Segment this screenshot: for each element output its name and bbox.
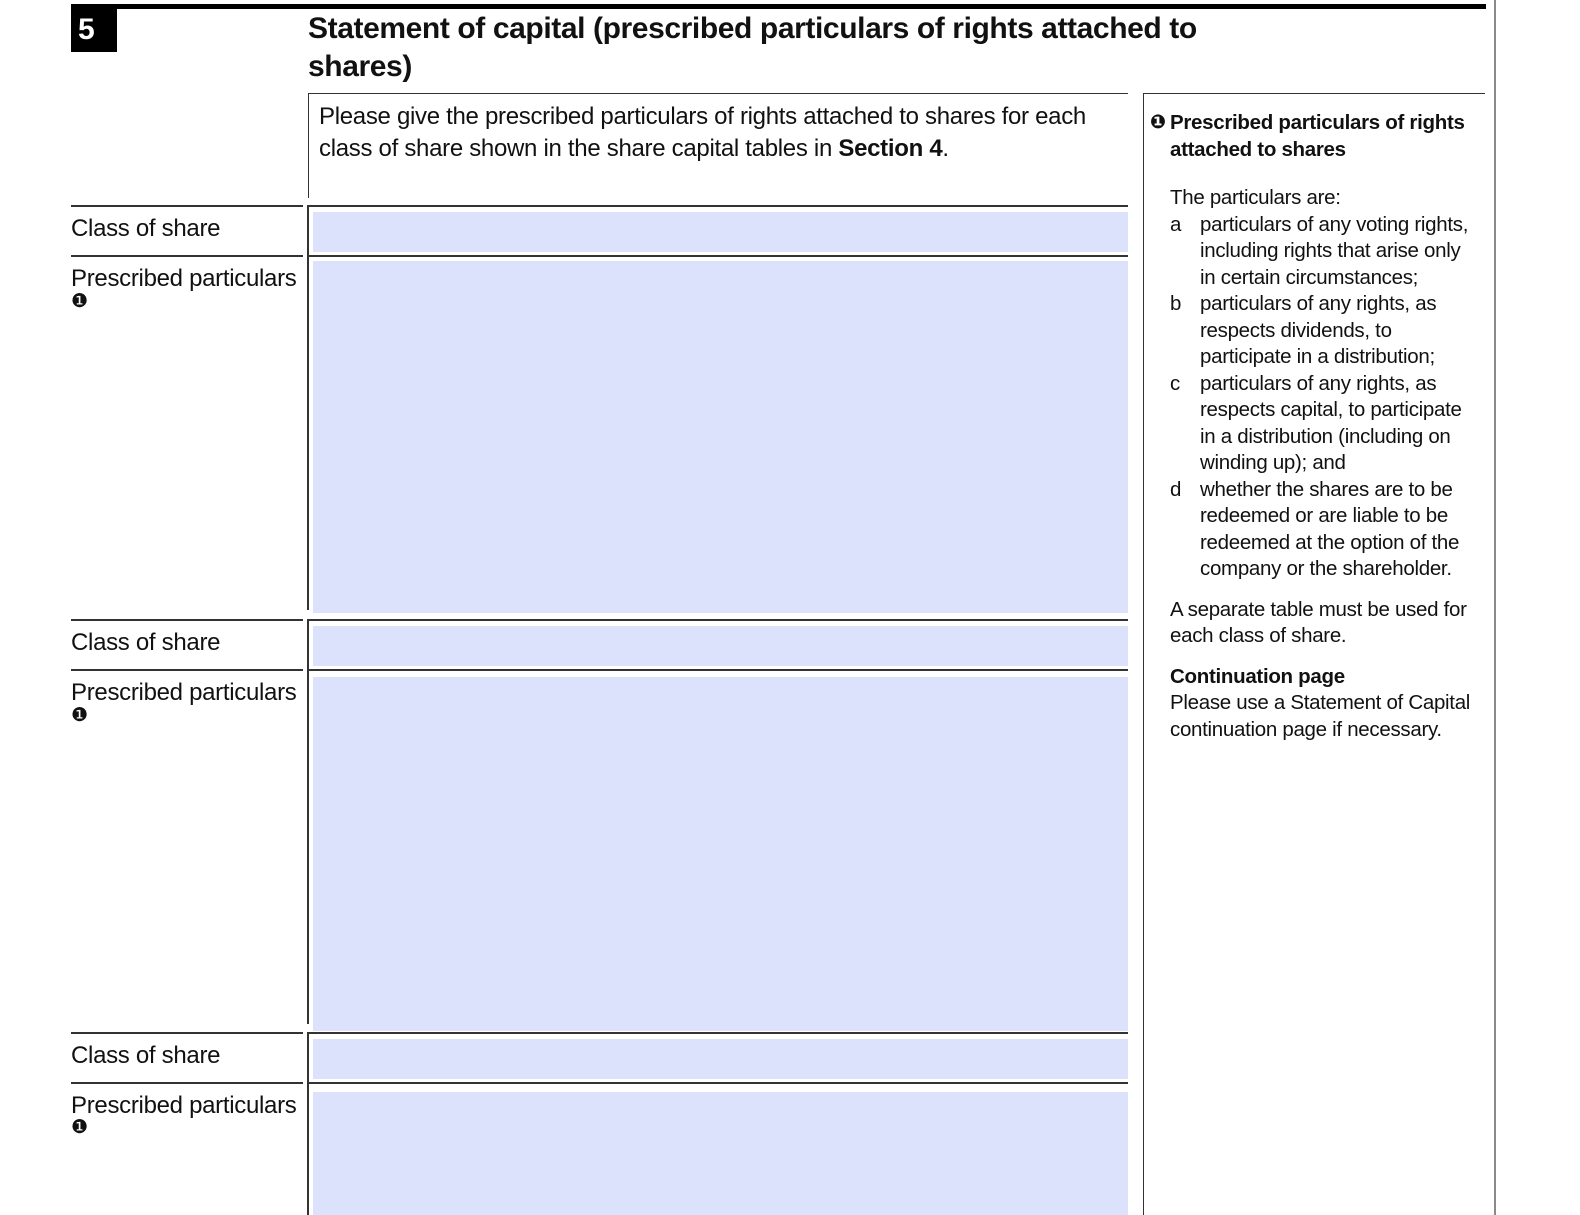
item-text: particulars of any rights, as respects capital, to participate in a distribution (including on winding up); and (1200, 371, 1462, 474)
field-left-rule (307, 669, 309, 1024)
field-rule (308, 205, 1128, 207)
prescribed-particulars-input[interactable] (313, 677, 1128, 1031)
note-1-icon: ❶ (71, 1117, 89, 1138)
note-1-icon: ❶ (71, 291, 89, 312)
section-title: Statement of capital (prescribed particulars of rights attached to shares) (308, 12, 1197, 83)
item-letter: c (1170, 371, 1180, 395)
class-of-share-label: Class of share (71, 1042, 221, 1069)
item-text: whether the shares are to be redeemed or are liable to be redeemed at the option of the company or the shareholder. (1200, 477, 1460, 580)
item-letter: d (1170, 477, 1182, 501)
section-top-rule (71, 4, 1486, 9)
prescribed-particulars-input[interactable] (313, 1092, 1128, 1215)
label-rule (71, 205, 303, 207)
field-rule (308, 1082, 1128, 1084)
particulars-item (1170, 291, 1479, 371)
field-rule (308, 669, 1128, 671)
field-rule (308, 1032, 1128, 1034)
guidance-panel (1143, 93, 1485, 1215)
particulars-lead: The particulars are: (1170, 186, 1341, 209)
prescribed-particulars-label: Prescribed particulars (71, 679, 297, 706)
class-of-share-input[interactable] (313, 212, 1128, 252)
guidance-heading-text: Prescribed particulars of rights attached to shares (1170, 111, 1465, 161)
field-left-rule (307, 1082, 309, 1215)
continuation-text: Please use a Statement of Capital continuation page if necessary. (1170, 691, 1471, 741)
field-left-rule (307, 205, 309, 257)
section-number: 5 (71, 8, 117, 52)
note-1-icon: ❶ (1150, 112, 1166, 133)
item-text: particulars of any voting rights, including rights that arise only in certain circumstances; (1200, 212, 1469, 289)
guidance-heading (1150, 110, 1479, 163)
note-1-icon: ❶ (71, 705, 89, 726)
intro-text: Please give the prescribed particulars of rights attached to shares for each class of share shown in the share capital tables in (319, 103, 1086, 162)
continuation-heading: Continuation page (1170, 664, 1345, 688)
field-left-rule (307, 255, 309, 610)
label-rule (71, 669, 303, 671)
field-left-rule (307, 1032, 309, 1084)
prescribed-particulars-label: Prescribed particulars (71, 1092, 297, 1119)
separate-table-note: A separate table must be used for each class of share. (1170, 597, 1467, 647)
field-rule (308, 619, 1128, 621)
field-left-rule (307, 619, 309, 671)
label-rule (71, 1082, 303, 1084)
prescribed-particulars-label: Prescribed particulars (71, 265, 297, 292)
label-rule (71, 619, 303, 621)
page-right-edge (1494, 0, 1496, 1215)
class-of-share-label: Class of share (71, 215, 221, 242)
prescribed-particulars-input[interactable] (313, 261, 1128, 613)
intro-section-ref: Section 4 (838, 135, 943, 162)
class-of-share-label: Class of share (71, 629, 221, 656)
particulars-item (1170, 477, 1479, 583)
particulars-item (1170, 371, 1479, 477)
particulars-item (1170, 212, 1479, 292)
intro-box (308, 93, 1128, 198)
intro-end: . (942, 135, 949, 162)
label-rule (71, 1032, 303, 1034)
item-letter: a (1170, 212, 1182, 236)
class-of-share-input[interactable] (313, 1039, 1128, 1079)
class-of-share-input[interactable] (313, 626, 1128, 666)
item-text: particulars of any rights, as respects dividends, to participate in a distribution; (1200, 292, 1437, 368)
label-rule (71, 255, 303, 257)
field-rule (308, 255, 1128, 257)
item-letter: b (1170, 292, 1182, 315)
